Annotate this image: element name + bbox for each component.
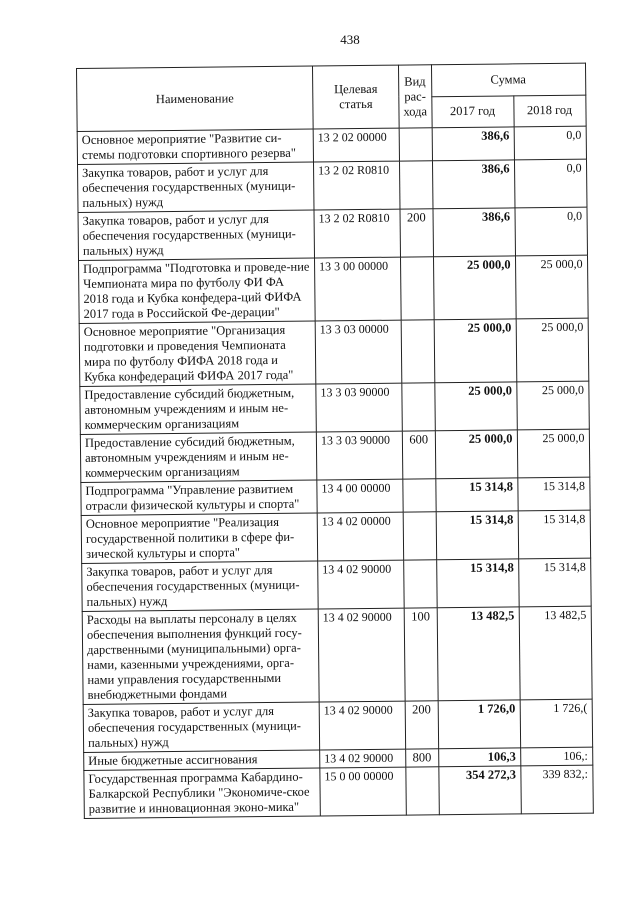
header-code: Целевая статья [312, 65, 399, 129]
cell-vid [400, 257, 433, 320]
table-row [78, 159, 587, 212]
cell-vid [403, 479, 436, 512]
cell-2018: 0,0 [514, 159, 586, 208]
cell-2017: 15 314,8 [436, 559, 518, 608]
cell-code: 13 4 00 00000 [317, 479, 403, 513]
table-row [79, 255, 588, 323]
cell-code: 13 3 03 00000 [315, 320, 402, 384]
table-row [81, 510, 590, 563]
table-row [81, 477, 590, 515]
cell-2017: 15 314,8 [436, 511, 518, 560]
cell-name: Расходы на выплаты персоналу в целях обеспечения выполнения функций госу-дарственными (муниципальными) орга-нами, казенными учреждениями, орга-нами управления государственными внебюджетными фондами [82, 609, 319, 704]
cell-vid [402, 383, 435, 431]
cell-2018: 1 726,( [520, 699, 592, 748]
cell-2017: 25 000,0 [433, 256, 516, 320]
cell-2017: 25 000,0 [434, 382, 516, 431]
cell-vid [399, 161, 432, 209]
cell-name: Предоставление субсидий бюджетным, автономным учреждениям и иным не-коммерческим организациям [80, 384, 316, 434]
cell-vid: 600 [402, 431, 435, 479]
header-sum: Сумма [431, 63, 585, 96]
cell-code: 13 4 02 90000 [319, 701, 405, 750]
header-vid: Вид рас-хода [398, 65, 431, 128]
header-2018: 2018 год [513, 95, 585, 127]
cell-code: 13 3 03 90000 [316, 431, 402, 480]
table-row [82, 558, 591, 611]
table-row [84, 765, 593, 818]
table-row [80, 381, 589, 434]
header-2017: 2017 год [431, 95, 513, 127]
cell-2018: 0,0 [514, 126, 586, 160]
cell-name: Государственная программа Кабардино-Балкарской Республики "Экономиче-ское развитие и инновационная эконо-мика" [84, 768, 320, 818]
cell-2018: 13 482,5 [519, 606, 592, 700]
budget-table [76, 63, 593, 819]
cell-vid: 100 [404, 608, 438, 701]
table-body [77, 126, 593, 818]
cell-name: Закупка товаров, работ и услуг для обеспечения государственных (муници-пальных) нужд [78, 210, 314, 260]
cell-vid [399, 128, 432, 161]
cell-name: Подпрограмма "Управление развитием отрасли физической культуры и спорта" [81, 480, 317, 515]
cell-vid [404, 560, 437, 608]
table-row [82, 606, 592, 704]
cell-code: 13 3 03 90000 [316, 383, 402, 432]
table-row [83, 699, 592, 752]
cell-vid: 200 [405, 701, 438, 749]
cell-2018: 106,: [520, 747, 592, 766]
cell-name: Основное мероприятие "Развитие си-стемы подготовки спортивного резерва" [77, 129, 313, 164]
cell-2018: 25 000,0 [517, 429, 589, 478]
cell-2018: 25 000,0 [515, 255, 588, 319]
cell-name: Подпрограмма "Подготовка и проведе-ние Чемпионата мира по футболу ФИ ФА 2018 года и Кубка конфедера-ций ФИФА 2017 года в Российской Фе-дерации" [79, 258, 316, 323]
cell-2018: 15 314,8 [518, 558, 590, 607]
cell-vid [401, 320, 434, 383]
cell-vid: 200 [400, 209, 433, 257]
cell-2017: 106,3 [438, 748, 520, 767]
cell-2018: 25 000,0 [516, 381, 588, 430]
cell-2017: 386,6 [433, 208, 515, 257]
cell-code: 13 4 02 90000 [320, 749, 406, 768]
cell-name: Иные бюджетные ассигнования [84, 750, 320, 770]
cell-2018: 339 832,: [520, 765, 592, 814]
cell-code: 13 4 02 00000 [317, 512, 403, 561]
cell-2017: 25 000,0 [434, 319, 517, 383]
cell-name: Закупка товаров, работ и услуг для обеспечения государственных (муници-пальных) нужд [78, 162, 314, 212]
table-row [78, 207, 587, 260]
cell-name: Закупка товаров, работ и услуг для обеспечения государственных (муници-пальных) нужд [83, 702, 319, 752]
cell-2017: 386,6 [432, 160, 514, 209]
table-row [79, 318, 588, 386]
cell-2017: 15 314,8 [435, 478, 517, 512]
cell-2017: 386,6 [432, 127, 514, 161]
cell-code: 15 0 00 00000 [320, 767, 406, 816]
cell-2018: 15 314,8 [518, 510, 590, 559]
page-number: 438 [340, 32, 360, 47]
cell-code: 13 2 02 R0810 [313, 161, 399, 210]
cell-2017: 25 000,0 [435, 430, 517, 479]
cell-2018: 25 000,0 [516, 318, 589, 382]
cell-code: 13 3 00 00000 [315, 257, 402, 321]
cell-code: 13 4 02 90000 [318, 560, 404, 609]
cell-name: Закупка товаров, работ и услуг для обеспечения государственных (муници-пальных) нужд [82, 561, 318, 611]
cell-2017: 354 272,3 [438, 766, 520, 815]
cell-2017: 13 482,5 [437, 607, 520, 701]
cell-code: 13 2 02 00000 [313, 128, 399, 162]
cell-vid: 800 [406, 749, 439, 767]
cell-2017: 1 726,0 [438, 700, 520, 749]
cell-name: Основное мероприятие "Реализация государственной политики в сфере фи-зической культуры и спорта" [81, 513, 317, 563]
cell-vid [406, 767, 439, 815]
cell-code: 13 2 02 R0810 [314, 209, 400, 258]
cell-vid [403, 512, 436, 560]
table-row [80, 429, 589, 482]
header-name: Наименование [77, 66, 314, 131]
cell-code: 13 4 02 90000 [318, 608, 405, 702]
cell-name: Основное мероприятие "Организация подготовки и проведения Чемпионата мира по футболу ФИФА 2018 года и Кубка конфедераций ФИФА 2017 года" [79, 321, 316, 386]
cell-2018: 0,0 [515, 207, 587, 256]
cell-2018: 15 314,8 [517, 477, 589, 511]
cell-name: Предоставление субсидий бюджетным, автономным учреждениям и иным не-коммерческим организациям [80, 432, 316, 482]
table-row [77, 126, 586, 164]
